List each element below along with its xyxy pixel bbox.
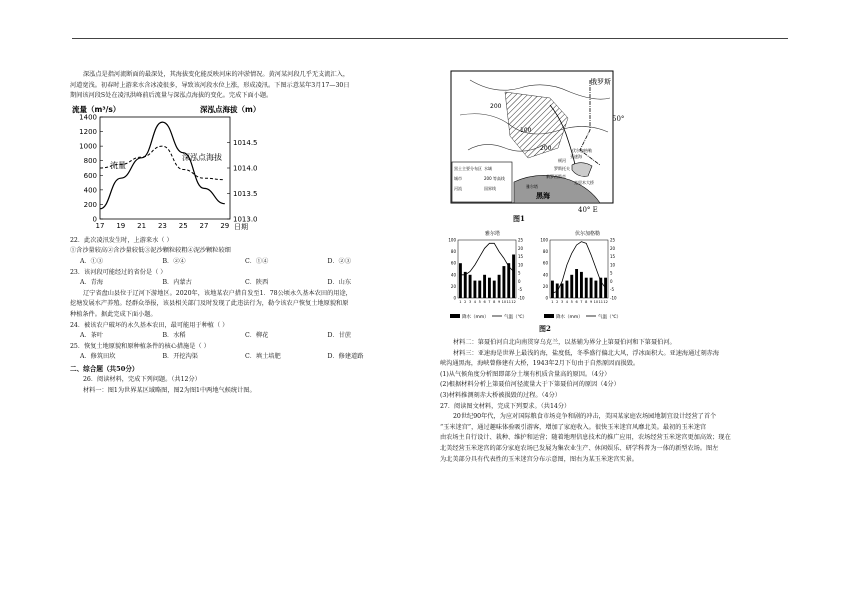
- precip-bar: [464, 272, 467, 298]
- legend-item: 河流: [454, 186, 462, 191]
- y-tick-label: 400: [83, 186, 97, 195]
- intro-line: 深泓点是指河流断面的最深处，其海拔变化能反映河床的冲淤情况。黄河某河段几乎无支流汇入，: [83, 71, 350, 78]
- month-tick: 12: [511, 300, 516, 304]
- q27-stem: 27．阅读图文材料，完成下列要求。（共14分）: [440, 402, 571, 410]
- month-tick: 10: [593, 300, 599, 304]
- right-text: [440, 338, 790, 465]
- temp-line: [460, 243, 513, 274]
- passage27-line: 由农场主自行设计、栽种、维护和运营；随着地理信息技术的推广应用，农场经营玉米迷宫更加高效；现在: [440, 434, 731, 442]
- month-tick: 8: [493, 300, 496, 304]
- option[interactable]: A．茶叶: [80, 332, 104, 340]
- precip-bar: [565, 281, 568, 298]
- figure2-caption: 图2: [539, 324, 551, 333]
- month-tick: 11: [506, 300, 511, 304]
- region-map: [450, 70, 620, 210]
- month-tick: 3: [468, 300, 472, 304]
- country-label: 俄罗斯: [590, 78, 611, 86]
- temp-tick: 25: [518, 237, 524, 243]
- material2: 材料二：第聂伯河自北向南贯穿乌克兰，以基辅为界分上第聂伯河和下第聂伯河。: [453, 339, 676, 346]
- temp-tick: 0: [610, 278, 613, 284]
- section-heading: 二、综合题（共50分）: [70, 364, 139, 373]
- y2-tick-label: 1014.5: [233, 138, 258, 147]
- precip-tick: 60: [542, 260, 548, 266]
- right-column: [440, 70, 790, 465]
- legend-precip: 降水（mm）: [462, 315, 489, 320]
- passage27-line: 北美经营玉米迷宫的部分家庭农场已发展为集农业生产、休闲娱乐、研学科普为一体的新型农场。图左: [440, 444, 719, 452]
- option[interactable]: D．②③: [327, 257, 352, 265]
- temp-tick: 25: [610, 237, 616, 243]
- temp-tick: 10: [518, 262, 524, 268]
- option[interactable]: C．①④: [245, 257, 269, 265]
- q22-stem: 22．此次凌汛发生时，上游来水（ ）: [70, 236, 173, 244]
- y-tick-label: 800: [83, 156, 97, 165]
- q24-stem: 24．被该农户破坏的永久基本农田，最可能用于种植（ ）: [70, 321, 229, 329]
- temp-tick: -5: [518, 287, 522, 293]
- legend-temp: 气温（℃）: [598, 315, 622, 320]
- precip-bar: [594, 281, 597, 298]
- legend-precip-swatch: [544, 314, 554, 318]
- temp-tick: 15: [518, 254, 524, 260]
- x-tick-label: 23: [157, 221, 167, 230]
- x-tick-label: 17: [95, 221, 105, 230]
- option[interactable]: B．水稻: [162, 332, 186, 340]
- place-label: 罗斯托夫: [554, 166, 570, 171]
- month-tick: 1: [551, 300, 554, 304]
- precip-bar: [459, 263, 462, 298]
- precip-bar: [502, 266, 505, 298]
- precip-tick: 60: [450, 260, 456, 266]
- figure2: [440, 228, 790, 334]
- option[interactable]: A．①③: [80, 257, 104, 265]
- legend-precip: 降水（mm）: [556, 315, 583, 320]
- y-tick-label: 0: [92, 215, 97, 224]
- x-tick-label: 25: [178, 221, 188, 230]
- precip-bar: [507, 263, 510, 298]
- option[interactable]: A．修筑田坎: [80, 353, 116, 361]
- month-tick: 9: [589, 300, 593, 304]
- y-tick-label: 1400: [79, 113, 97, 122]
- month-tick: 6: [483, 300, 486, 304]
- precip-bar: [561, 284, 564, 299]
- temp-tick: 5: [518, 270, 521, 276]
- passage2-line: 挖塘发展水产养殖。经群众举报，该县相关部门及时发现了此违法行为，勒令该农户恢复土地原貌和原: [70, 300, 349, 308]
- legend-item: 200 等高线: [484, 176, 505, 181]
- month-tick: 2: [464, 300, 467, 304]
- temp-tick: -5: [610, 287, 614, 293]
- q22-options: [70, 257, 410, 268]
- precip-tick: 20: [542, 283, 548, 289]
- month-tick: 8: [585, 300, 588, 304]
- place-label: 新罗西斯克: [546, 174, 566, 179]
- month-tick: 6: [575, 300, 578, 304]
- chart1-title: 雅尔塔: [485, 231, 501, 237]
- temp-tick: 10: [610, 262, 616, 268]
- x-unit: 日期: [234, 222, 248, 231]
- contour-label: 200: [540, 145, 552, 152]
- x-tick-label: 29: [220, 221, 230, 230]
- month-tick: 10: [501, 300, 507, 304]
- option[interactable]: B．开挖沟渠: [162, 353, 198, 361]
- sea-label: 黑海: [536, 192, 550, 200]
- temp-tick: 0: [518, 278, 521, 284]
- precip-bar: [590, 278, 593, 298]
- precip-bar: [570, 275, 573, 298]
- y-tick-label: 1000: [79, 142, 97, 151]
- precip-bar: [473, 281, 476, 298]
- place-label: 雅尔塔: [526, 184, 538, 189]
- month-tick: 7: [580, 300, 583, 304]
- q23-stem: 23．该河段可能经过的省份是（ ）: [70, 268, 167, 276]
- subquestion: (1)从气候角度分析图即部分土壤有机质含量高的原因。（4分）: [440, 370, 611, 378]
- temp-tick: 15: [610, 254, 616, 260]
- climate-charts: [440, 228, 640, 324]
- month-tick: 5: [570, 300, 573, 304]
- legend-item: 国界线: [484, 186, 496, 191]
- figure1: [440, 70, 790, 223]
- legend-item: 水域: [484, 166, 492, 171]
- subquestion: (3)材料推测刻赤大桥被损毁的过程。（4分）: [440, 391, 561, 399]
- legend-precip-swatch: [450, 314, 460, 318]
- passage27-line: 为北美部分具有代表性的玉米迷宫分布示意图，图右为某玉米迷宫实景。: [440, 455, 638, 463]
- precip-bar: [493, 281, 496, 298]
- lat-label: 50°: [612, 115, 625, 123]
- subquestion: (2)根据材料分析上第聂伯河径流量大于下第聂伯河的原因（4分）: [440, 381, 620, 389]
- q25-options: [70, 352, 410, 363]
- temp-line: [552, 242, 605, 293]
- place-label: 伏尔加格勒: [572, 148, 592, 153]
- temp-tick: 20: [610, 245, 616, 251]
- y-tick-label: 1200: [79, 127, 97, 136]
- passage2-line: 辽宁省盘山县位于辽河下游地区。2020年，该地某农户措自发至1．78公顷永久基本农田的用途，: [83, 289, 352, 297]
- month-tick: 4: [565, 300, 569, 304]
- y2-tick-label: 1013.5: [233, 189, 258, 198]
- option[interactable]: B．②④: [162, 257, 186, 265]
- legend-item: 黑土主要分布区: [454, 166, 482, 171]
- precip-tick: 0: [545, 295, 548, 301]
- place-label: 亚速海: [570, 154, 582, 159]
- passage2-line: 种植条件。据此完成下面小题。: [70, 310, 157, 318]
- q23-options: [70, 278, 410, 289]
- legend-item: 城市: [454, 176, 462, 181]
- contour-label: 100: [520, 127, 532, 134]
- q25-stem: 25．恢复土地原貌和原种植条件的核心措施是（ ）: [70, 342, 210, 350]
- option[interactable]: D．山东: [327, 279, 352, 287]
- y-tick-label: 200: [83, 200, 97, 209]
- legend-temp: 气温（℃）: [504, 315, 528, 320]
- y2-tick-label: 1013.0: [233, 215, 258, 224]
- precip-tick: 40: [542, 272, 548, 278]
- precip-tick: 100: [540, 237, 548, 243]
- x-tick-label: 27: [199, 221, 209, 230]
- q22-items: ①含沙量较高②含沙量较低③泥沙颗粒较粗④泥沙颗粒较细: [70, 247, 231, 255]
- contour-label: 200: [490, 103, 502, 110]
- option[interactable]: C．陕西: [245, 279, 269, 287]
- precip-bar: [580, 272, 583, 298]
- temp-tick: -10: [518, 295, 525, 301]
- precip-tick: 0: [453, 295, 456, 301]
- precip-bar: [551, 281, 554, 298]
- month-tick: 9: [497, 300, 501, 304]
- material3-line: 峡沟通黑海，海峡曾修建有大桥，1943年2月下旬由于自然原因而损毁。: [440, 360, 640, 368]
- material3-line: 材料三：亚速海是世界上最浅的海，盐度低，冬季盛行偏北大风，浮冰面积大。亚速海通过刻赤海: [453, 349, 720, 357]
- precip-tick: 80: [450, 249, 456, 255]
- month-tick: 2: [556, 300, 559, 304]
- lon-label: 40° E: [578, 206, 598, 214]
- precip-bar: [483, 275, 486, 298]
- left-column: [70, 70, 410, 396]
- right-axis-title: 深泓点海拔（m）: [200, 104, 261, 114]
- flow-label: 流量: [110, 160, 126, 170]
- q24-options: [70, 331, 410, 342]
- flow-depth-chart: [70, 104, 270, 236]
- precip-bar: [585, 278, 588, 298]
- month-tick: 5: [478, 300, 481, 304]
- place-label: 顿河: [558, 158, 566, 163]
- option[interactable]: D．甘蔗: [327, 332, 352, 340]
- temp-tick: 5: [610, 270, 613, 276]
- left-axis-title: 流量（m³/s）: [72, 104, 121, 114]
- precip-bar: [469, 275, 472, 298]
- temp-tick: -10: [610, 295, 617, 301]
- intro-line: 河道宽浅。初春时上游来水含冰凌很多，导致该河段水位上涨，形成凌汛。下图示意某年3月17—30日: [70, 81, 350, 89]
- y-tick-label: 600: [83, 171, 97, 180]
- place-label: 克里木大桥: [574, 180, 594, 185]
- precip-bar: [575, 269, 578, 298]
- q26-stem: 26．阅读材料，完成下列问题。（共12分）: [83, 375, 201, 383]
- precip-tick: 80: [542, 249, 548, 255]
- precip-bar: [488, 278, 491, 298]
- option[interactable]: B．内蒙古: [162, 279, 192, 287]
- precip-bar: [478, 281, 481, 298]
- month-tick: 12: [603, 300, 608, 304]
- month-tick: 4: [473, 300, 477, 304]
- precip-tick: 100: [448, 237, 456, 243]
- month-tick: 1: [459, 300, 462, 304]
- option[interactable]: D．修建道路: [327, 353, 364, 361]
- precip-tick: 20: [450, 283, 456, 289]
- header-rule: [72, 38, 788, 39]
- depth-label: 深泓点海拔: [182, 152, 222, 162]
- figure1-caption: 图1: [513, 214, 525, 223]
- intro-line: 期间该河段S处在凌汛洪峰前后流量与深泓点海拔的变化。完成下面小题。: [70, 92, 273, 100]
- option[interactable]: C．填土培肥: [245, 353, 281, 361]
- option[interactable]: C．柳花: [245, 332, 269, 340]
- y2-tick-label: 1014.0: [233, 164, 258, 173]
- month-tick: 7: [488, 300, 491, 304]
- precip-bar: [498, 275, 501, 298]
- passage27-line: “玉米迷宫”，通过趣味体验吸引游客，增加了家庭收入。很快玉米迷宫风靡北美。最初的玉米迷宫: [440, 423, 707, 431]
- precip-bar: [512, 255, 515, 299]
- precip-tick: 40: [450, 272, 456, 278]
- temp-tick: 20: [518, 245, 524, 251]
- option[interactable]: A．青海: [80, 279, 104, 287]
- x-tick-label: 21: [137, 221, 147, 230]
- chart2-title: 伏尔加格勒: [575, 231, 601, 237]
- month-tick: 11: [598, 300, 603, 304]
- x-tick-label: 19: [116, 221, 126, 230]
- month-tick: 3: [560, 300, 564, 304]
- passage27-line: 20世纪90年代，为应对国际粮食市场竞争和剧的冲击，美国某家庭农场园地制宜设计经营了首个: [453, 413, 717, 421]
- material1: 材料一：图1为世界某区域略图，图2为图1中两地气候统计图。: [83, 386, 256, 394]
